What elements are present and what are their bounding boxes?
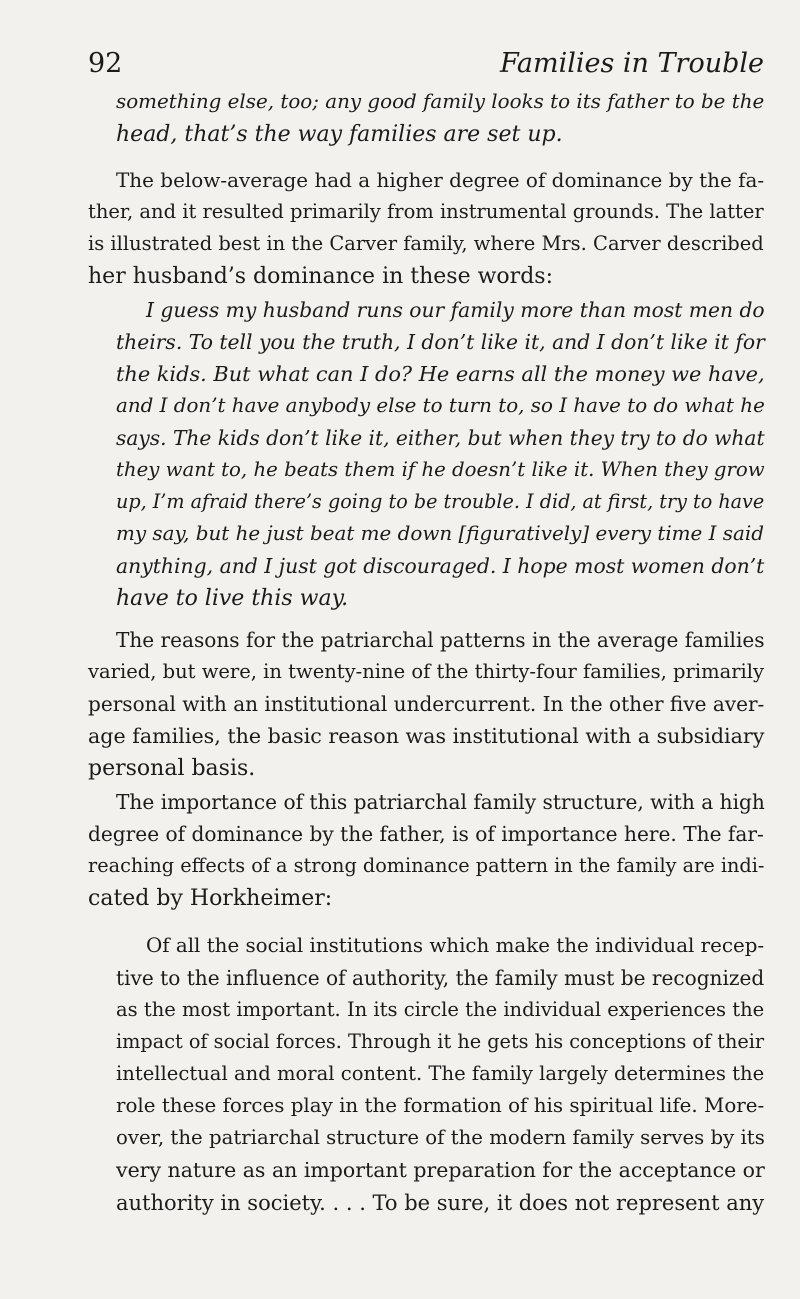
text-line: tive to the influence of authority, the family must be recognized bbox=[116, 966, 765, 990]
text-line: The below-average had a higher degree of dominance by the fa- bbox=[116, 168, 765, 192]
page-number: 92 bbox=[88, 48, 123, 79]
text-line: Of all the social institutions which make the individual recep- bbox=[146, 934, 765, 957]
text-line: is illustrated best in the Carver family, where Mrs. Carver described bbox=[88, 232, 764, 255]
text-line: up, I’m afraid there’s going to be trouble. I did, at first, try to have bbox=[116, 490, 765, 513]
text-line: age families, the basic reason was institutional with a subsidiary bbox=[88, 724, 765, 748]
text-line: authority in society. . . . To be sure, it does not represent any bbox=[116, 1190, 765, 1215]
text-line: The reasons for the patriarchal patterns in the average families bbox=[116, 628, 765, 652]
text-line: head, that’s the way families are set up. bbox=[116, 122, 563, 147]
text-line: and I don’t have anybody else to turn to, so I have to do what he bbox=[116, 394, 765, 417]
text-line: very nature as an important preparation for the acceptance or bbox=[116, 1158, 765, 1182]
text-line: anything, and I just got discouraged. I hope most women don’t bbox=[116, 554, 765, 578]
text-line: something else, too; any good family looks to its father to be the bbox=[116, 90, 765, 113]
text-line: says. The kids don’t like it, either, but when they try to do what bbox=[116, 426, 765, 450]
text-line: as the most important. In its circle the individual experiences the bbox=[116, 998, 765, 1021]
running-title: Families in Trouble bbox=[500, 48, 764, 79]
text-line: role these forces play in the formation of his spiritual life. More- bbox=[116, 1094, 765, 1117]
text-line: over, the patriarchal structure of the modern family serves by its bbox=[116, 1126, 765, 1149]
text-line: ther, and it resulted primarily from instrumental grounds. The latter bbox=[88, 200, 764, 223]
text-line: her husband’s dominance in these words: bbox=[88, 264, 553, 289]
text-line: personal basis. bbox=[88, 756, 256, 781]
text-line: have to live this way. bbox=[116, 586, 349, 611]
text-line: theirs. To tell you the truth, I don’t like it, and I don’t like it for bbox=[116, 330, 765, 354]
text-line: The importance of this patriarchal family structure, with a high bbox=[116, 790, 765, 814]
text-line: degree of dominance by the father, is of importance here. The far- bbox=[88, 822, 764, 846]
text-line: cated by Horkheimer: bbox=[88, 886, 333, 911]
text-line: my say, but he just beat me down [figuratively] every time I said bbox=[116, 522, 764, 545]
text-line: reaching effects of a strong dominance pattern in the family are indi- bbox=[88, 854, 765, 877]
text-line: I guess my husband runs our family more than most men do bbox=[146, 298, 765, 322]
text-line: impact of social forces. Through it he gets his conceptions of their bbox=[116, 1030, 765, 1053]
text-line: intellectual and moral content. The family largely determines the bbox=[116, 1062, 765, 1085]
text-line: personal with an institutional undercurrent. In the other five aver- bbox=[88, 692, 765, 716]
page-header bbox=[88, 48, 764, 88]
text-line: the kids. But what can I do? He earns all the money we have, bbox=[116, 362, 765, 386]
text-line: they want to, he beats them if he doesn’t like it. When they grow bbox=[116, 458, 765, 481]
text-line: varied, but were, in twenty-nine of the thirty-four families, primarily bbox=[88, 660, 765, 683]
